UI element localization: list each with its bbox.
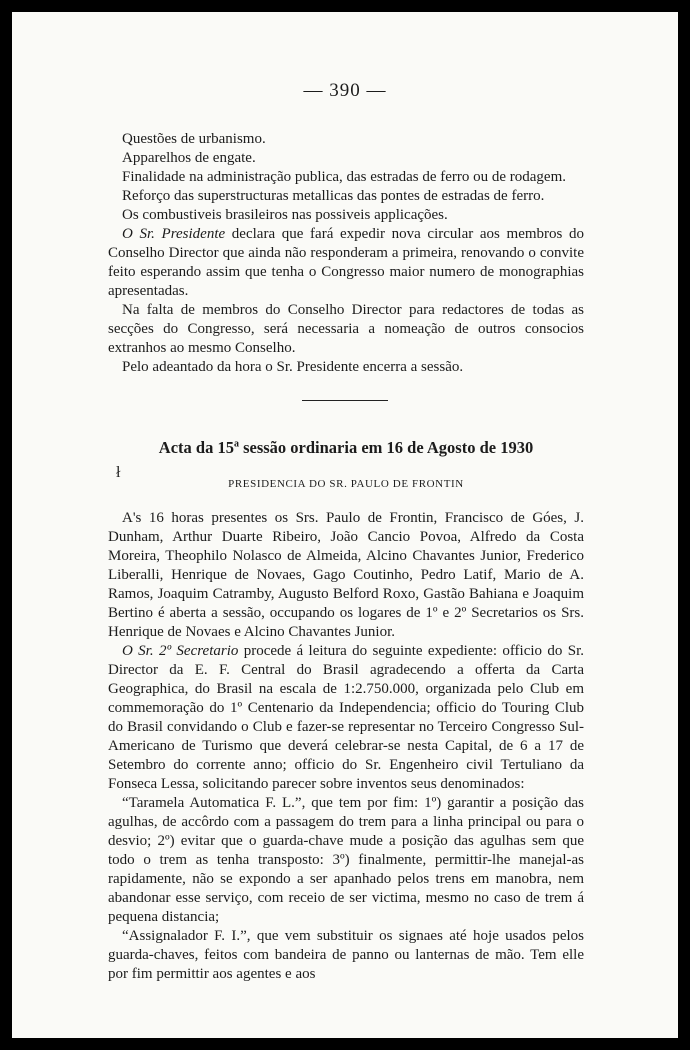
list-item: Reforço das superstructuras metallicas das pontes de estradas de ferro. — [122, 188, 545, 204]
correspondence-paragraph: O Sr. 2º Secretario procede á leitura do seguinte expediente: officio do Sr. Director da E. F. Central do Brasil agradecendo a offerta da Carta Geographica, do Brasil na escala de 1:2.750.000, organizada pelo Club em commemoração do 1º Centenario da Independencia; officio do Touring Club do Brasil convidando o Club e fazer-se representar no Terceiro Congresso Sul-Americano de Turismo que deverá celebrar-se nesta Capital, de 6 a 17 de Setembro do corrente anno; officio do Sr. Engenheiro civil Tertuliano da Fonseca Lessa, solicitando parecer sobre inventos seus denominados: — [108, 643, 584, 792]
minutes-heading: Acta da 15$^a$ sessão ordinaria em 16 de Agosto de 1930 — [158, 438, 534, 457]
presidency-line: PRESIDENCIA DO SR. PAULO DE FRONTIN — [228, 478, 464, 490]
invention-assignalador-paragraph: “Assignalador F. I.”, que vem substituir os signaes até hoje usados pelos guarda-chaves, feitos com bandeira de panno ou lanternas de mão. Tem elle por fim permittir aos agentes e aos — [108, 928, 584, 982]
invention-taramela-paragraph: “Taramela Automatica F. L.”, que tem por fim: 1º) garantir a posição das agulhas, de accôrdo com a passagem do trem para a linha principal ou para o desvio; 2º) evitar que o guarda-chave mude a posição das agulhas sem que todo o trem as tenha transposto: 3º) finalmente, permittir-lhe manejal-as rapidamente, não se expondo a ser apanhado pelos trens em manobra, nem abandonar esse serviço, com receio de ser victima, mesmo no caso de trem á pequena distancia; — [108, 795, 584, 925]
document-page — [12, 12, 678, 1038]
list-item: Finalidade na administração publica, das estradas de ferro ou de rodagem. — [122, 169, 567, 185]
page-number: — 390 — — [303, 80, 387, 101]
list-item: Os combustiveis brasileiros nas possiveis applicações. — [122, 207, 448, 223]
speaker-label: O Sr. Presidente — [122, 226, 226, 242]
speaker-label: O Sr. 2º Secretario — [122, 643, 239, 659]
section-divider — [302, 400, 388, 401]
session-closing-paragraph: Pelo adeantado da hora o Sr. Presidente encerra a sessão. — [122, 359, 464, 375]
list-item: Questões de urbanismo. — [122, 131, 266, 147]
president-circular-paragraph: O Sr. Presidente declara que fará expedir nova circular aos membros do Conselho Director que ainda não responderam a primeira, renovando o convite feito esperando assim que tenha o Congresso maior numero de monographias apresentadas. — [108, 226, 584, 299]
attendance-paragraph: A's 16 horas presentes os Srs. Paulo de Frontin, Francisco de Góes, J. Dunham, Arthur Duarte Ribeiro, João Cancio Povoa, Alfredo da Costa Moreira, Theophilo Nolasco de Almeida, Alcino Chavantes Junior, Frederico Liberalli, Henrique de Novaes, Gago Coutinho, Pedro Latif, Mario de A. Ramos, Joaquim Catramby, Augusto Belford Roxo, Gastão Bahiana e Joaquim Bertino é aberta a sessão, occupando os logares de 1º e 2º Secretarios os Srs. Henrique de Novaes e Alcino Chavantes Junior. — [108, 510, 584, 640]
editors-paragraph: Na falta de membros do Conselho Director para redactores de todas as secções do Congresso, será necessaria a nomeação de outros consocios extranhos ao mesmo Conselho. — [108, 302, 584, 356]
minutes-body — [108, 509, 584, 984]
session-closing-block — [108, 130, 584, 377]
list-item: Apparelhos de engate. — [122, 150, 256, 166]
margin-mark: ł — [116, 464, 121, 481]
